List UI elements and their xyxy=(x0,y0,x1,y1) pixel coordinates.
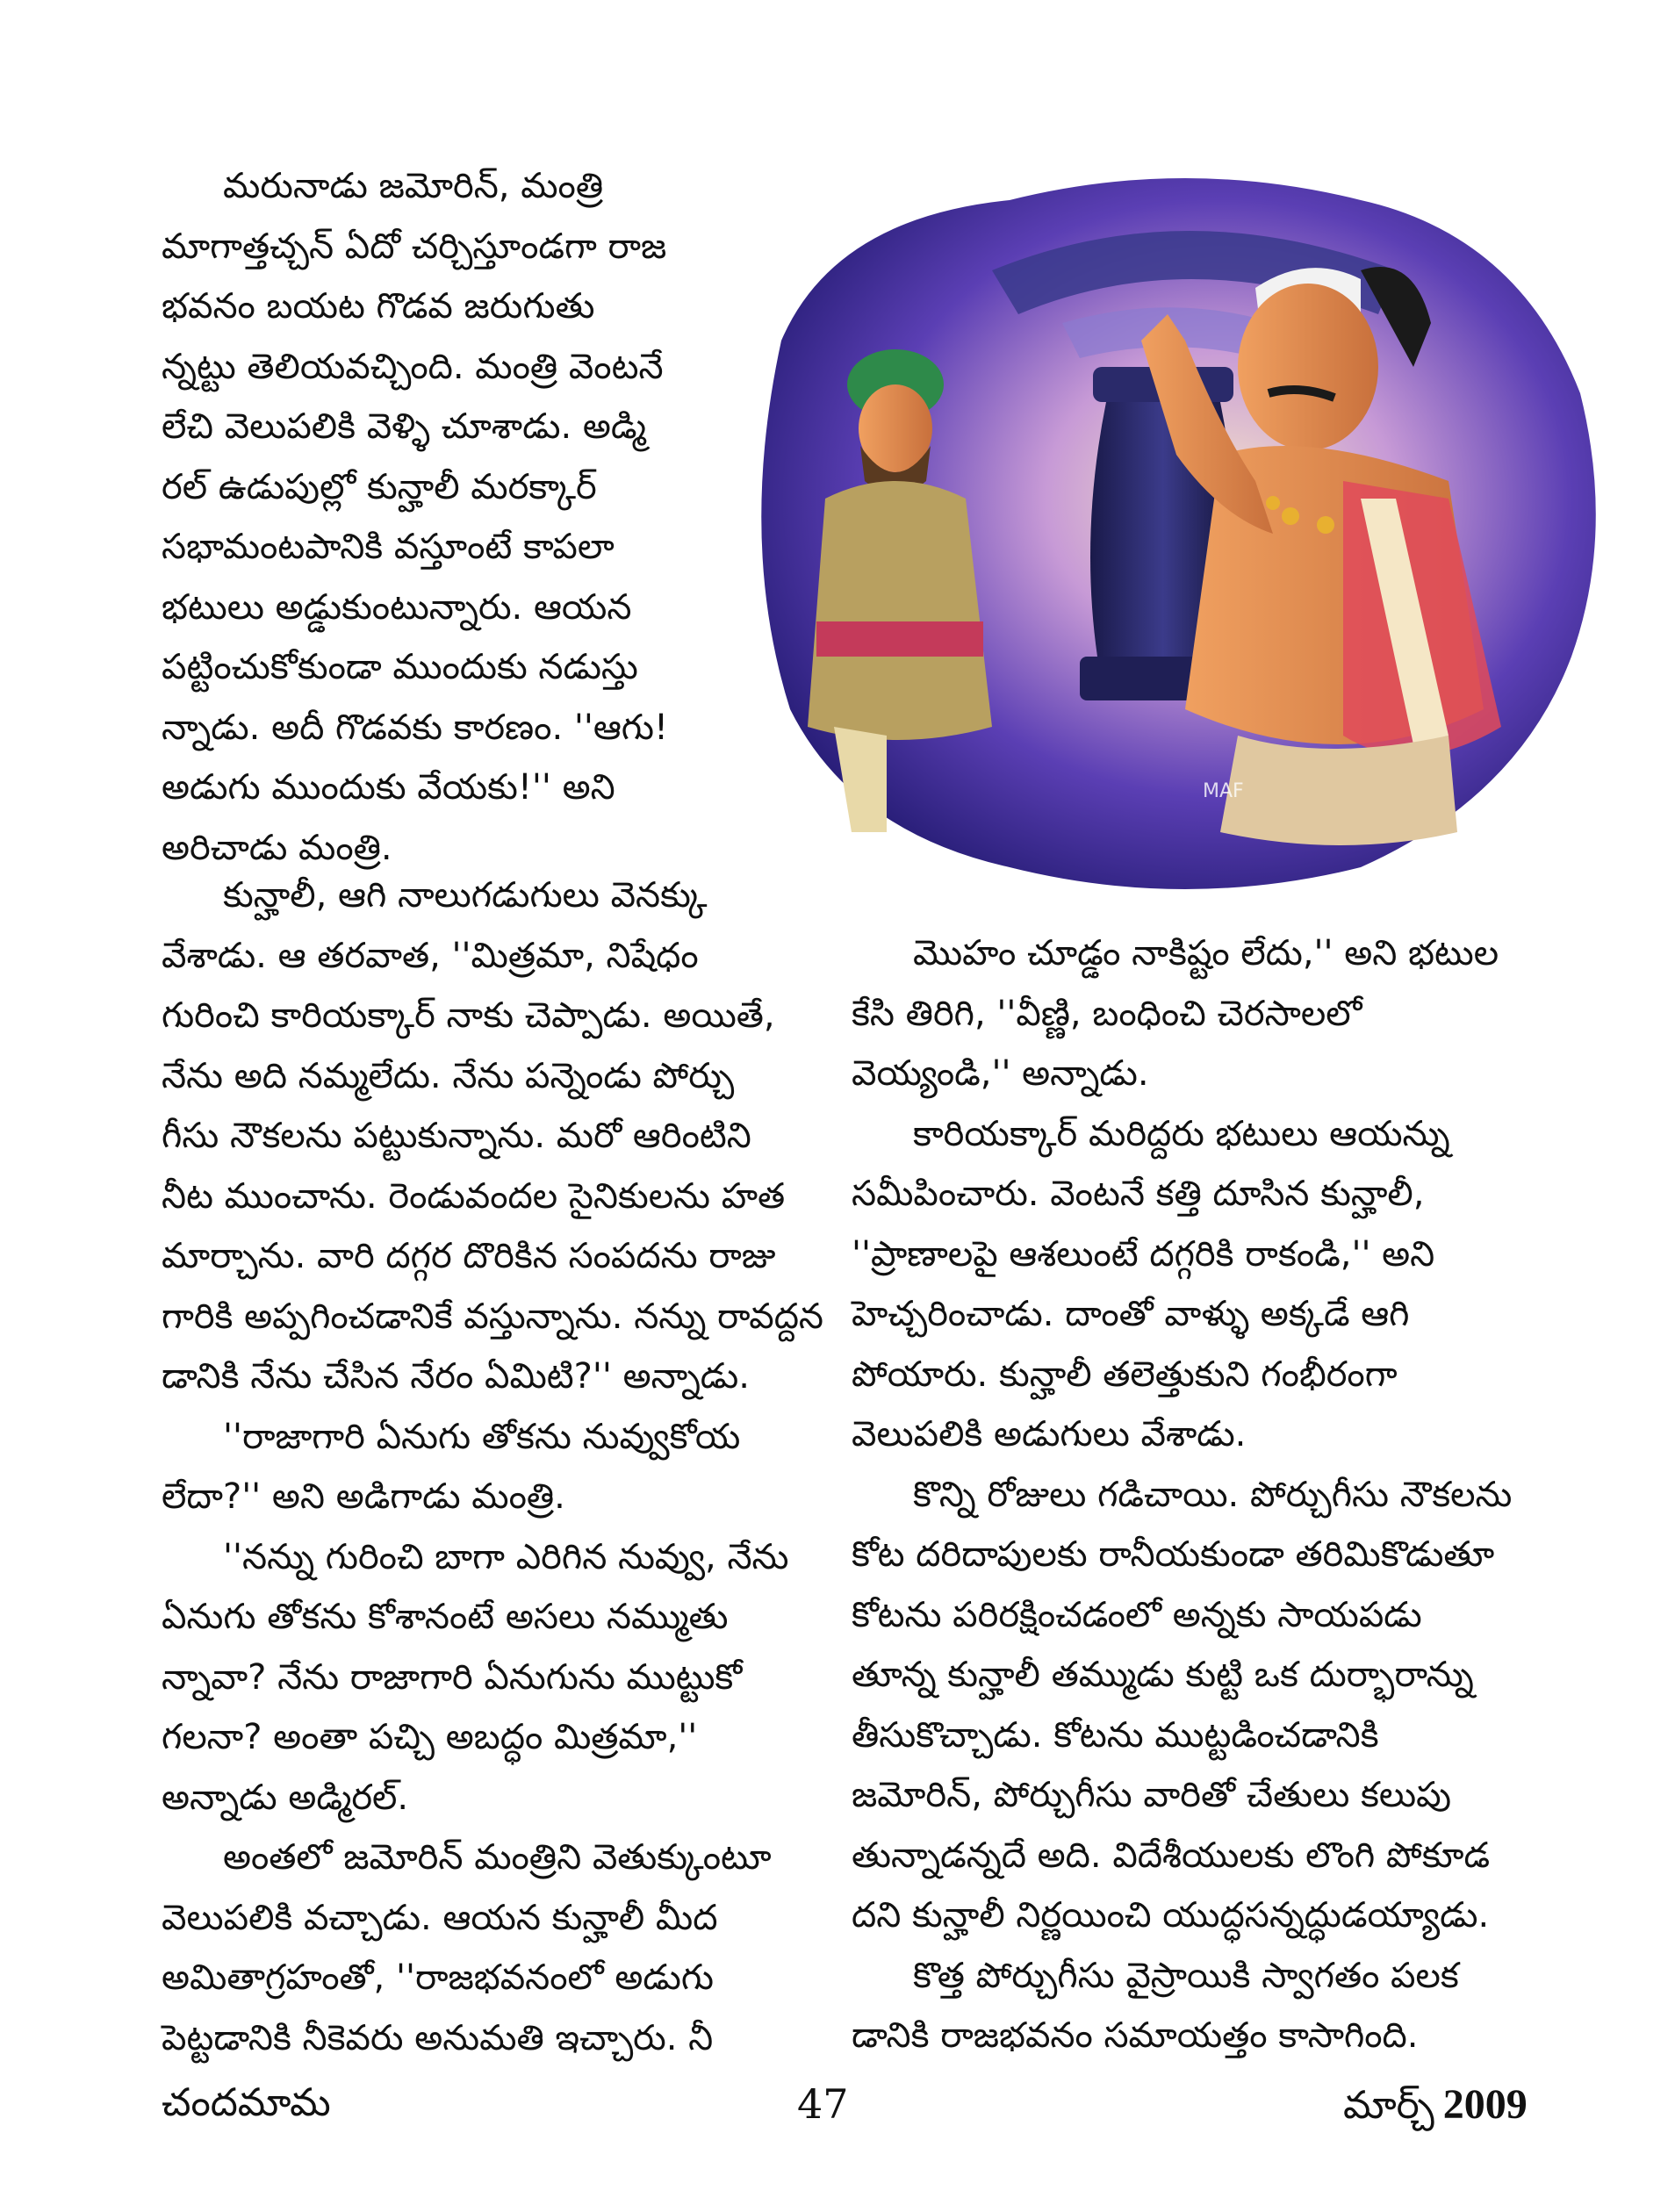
text-line: న్నట్టు తెలియవచ్చింది. మంత్రి వెంటనే xyxy=(162,346,664,387)
text-line: ''నన్ను గురించి బాగా ఎరిగిన నువ్వు, నేను xyxy=(223,1536,789,1577)
text-line: పెట్టడానికి నీకెవరు అనుమతి ఇచ్చారు. నీ xyxy=(162,2017,714,2058)
paragraph xyxy=(162,1828,813,2068)
text-line: కోట దరిదాపులకు రానీయకుండా తరిమికొడుతూ xyxy=(852,1534,1495,1575)
text-line: వెయ్యండి,'' అన్నాడు. xyxy=(852,1053,1149,1094)
issue-date xyxy=(1343,2080,1528,2137)
text-line: పోయారు. కున్హాలీ తలెత్తుకుని గంభీరంగా xyxy=(852,1354,1398,1395)
text-line: గలనా? అంతా పచ్చి అబద్ధం మిత్రమా,'' xyxy=(162,1717,698,1757)
text-line: అన్నాడు అడ్మిరల్‌. xyxy=(162,1777,409,1818)
text-line: కున్హాలీ, ఆగి నాలుగడుగులు వెనక్కు xyxy=(223,875,708,916)
paragraph xyxy=(852,1465,1513,1946)
text-column-left xyxy=(162,865,824,2068)
paragraph xyxy=(162,1407,813,1527)
paragraph xyxy=(162,156,715,878)
text-line: నేను అది నమ్మలేదు. నేను పన్నెండు పోర్చు xyxy=(162,1055,735,1096)
text-line: భటులు అడ్డుకుంటున్నారు. ఆయన xyxy=(162,586,632,628)
text-line: రల్‌ ఉడుపుల్లో కున్హాలీ మరక్కార్‌ xyxy=(162,466,597,507)
text-line: డానికి నేను చేసిన నేరం ఏమిటి?'' అన్నాడు. xyxy=(162,1356,750,1397)
text-line: ''ప్రాణాలపై ఆశలుంటే దగ్గరికి రాకండి,'' అని xyxy=(852,1233,1435,1275)
text-line: కోటను పరిరక్షించడంలో అన్నకు సాయపడు xyxy=(852,1594,1422,1635)
text-line: గారికి అప్పగించడానికే వస్తున్నాను. నన్ను రావద్దన xyxy=(162,1296,824,1337)
text-line: దని కున్హాలీ నిర్ణయించి యుద్ధసన్నద్ధుడయ్యాడు. xyxy=(852,1895,1490,1936)
text-line: కారియక్కార్‌ మరిద్దరు భటులు ఆయన్ను xyxy=(913,1113,1450,1154)
text-line: అమితాగ్రహంతో, ''రాజభవనంలో అడుగు xyxy=(162,1957,714,1998)
text-line: కేసి తిరిగి, ''వీణ్ణి, బంధించి చెరసాలలో xyxy=(852,993,1362,1034)
text-line: మాగాత్తచ్చన్‌ ఏదో చర్చిస్తూండగా రాజ xyxy=(162,226,667,267)
issue-month: మార్చ్‌ xyxy=(1343,2083,1434,2128)
paragraph xyxy=(162,865,824,1407)
paragraph xyxy=(852,1104,1495,1465)
text-line: కొన్ని రోజులు గడిచాయి. పోర్చుగీసు నౌకలను xyxy=(913,1474,1513,1515)
text-column-right xyxy=(852,923,1513,2066)
text-line: తున్నాడన్నదే అది. విదేశీయులకు లొంగి పోకూడ xyxy=(852,1835,1491,1876)
text-line: కొత్త పోర్చుగీసు వైస్రాయికి స్వాగతం పలక xyxy=(913,1955,1459,1996)
text-line: తూన్న కున్హాలీ తమ్ముడు కుట్టి ఒక దుర్భారాన్ను xyxy=(852,1655,1474,1695)
text-line: భవనం బయట గొడవ జరుగుతు xyxy=(162,286,595,327)
story-illustration xyxy=(729,165,1607,902)
paragraph xyxy=(852,1946,1495,2066)
text-line: అరిచాడు మంత్రి. xyxy=(162,827,392,868)
page-number: 47 xyxy=(797,2080,849,2128)
text-line: మరునాడు జమోరిన్‌, మంత్రి xyxy=(223,166,604,206)
text-line: హెచ్చరించాడు. దాంతో వాళ్ళు అక్కడే ఆగి xyxy=(852,1294,1410,1334)
text-line: తీసుకొచ్చాడు. కోటను ముట్టడించడానికి xyxy=(852,1714,1379,1756)
text-line: వెలుపలికి వచ్చాడు. ఆయన కున్హాలీ మీద xyxy=(162,1897,718,1938)
text-line: న్నాడు. అదీ గొడవకు కారణం. ''ఆగు! xyxy=(162,707,668,748)
text-line: పట్టించుకోకుండా ముందుకు నడుస్తు xyxy=(162,647,638,687)
text-line: డానికి రాజభవనం సమాయత్తం కాసాగింది. xyxy=(852,2015,1419,2056)
text-line: సమీపించారు. వెంటనే కత్తి దూసిన కున్హాలీ, xyxy=(852,1174,1425,1214)
artist-signature: MAF xyxy=(1203,780,1244,802)
text-line: లేదా?'' అని అడిగాడు మంత్రి. xyxy=(162,1476,565,1517)
text-line: సభామంటపానికి వస్తూంటే కాపలా xyxy=(162,527,615,567)
text-line: వెలుపలికి అడుగులు వేశాడు. xyxy=(852,1414,1247,1454)
text-line: ''రాజాగారి ఏనుగు తోకను నువ్వుకోయ xyxy=(223,1416,741,1457)
text-line: ఏనుగు తోకను కోశానంటే అసలు నమ్ముతు xyxy=(162,1597,729,1637)
magazine-name: చందమామ xyxy=(162,2080,331,2125)
text-line: అడుగు ముందుకు వేయకు!'' అని xyxy=(162,767,615,808)
text-line: న్నావా? నేను రాజాగారి ఏనుగును ముట్టుకో xyxy=(162,1656,743,1698)
text-line: అంతలో జమోరిన్‌ మంత్రిని వెతుక్కుంటూ xyxy=(223,1837,772,1878)
paragraph xyxy=(852,923,1499,1104)
text-line: మొహం చూడ్డం నాకిష్టం లేదు,'' అని భటుల xyxy=(913,933,1499,973)
issue-year: 2009 xyxy=(1442,2081,1528,2128)
text-line: నీట ముంచాను. రెండువందల సైనికులను హత xyxy=(162,1175,786,1217)
paragraph xyxy=(162,1527,813,1828)
text-column-top-left xyxy=(162,156,715,878)
text-line: వేశాడు. ఆ తరవాత, ''మిత్రమా, నిషేధం xyxy=(162,935,699,976)
text-line: జమోరిన్‌, పోర్చుగీసు వారితో చేతులు కలుపు xyxy=(852,1775,1452,1815)
text-line: గురించి కారియక్కార్‌ నాకు చెప్పాడు. అయితే, xyxy=(162,995,775,1036)
text-line: లేచి వెలుపలికి వెళ్ళి చూశాడు. అడ్మి xyxy=(162,406,646,447)
text-line: మార్చాను. వారి దగ్గర దొరికిన సంపదను రాజు xyxy=(162,1236,776,1276)
text-line: గీసు నౌకలను పట్టుకున్నాను. మరో ఆరింటిని xyxy=(162,1116,751,1156)
